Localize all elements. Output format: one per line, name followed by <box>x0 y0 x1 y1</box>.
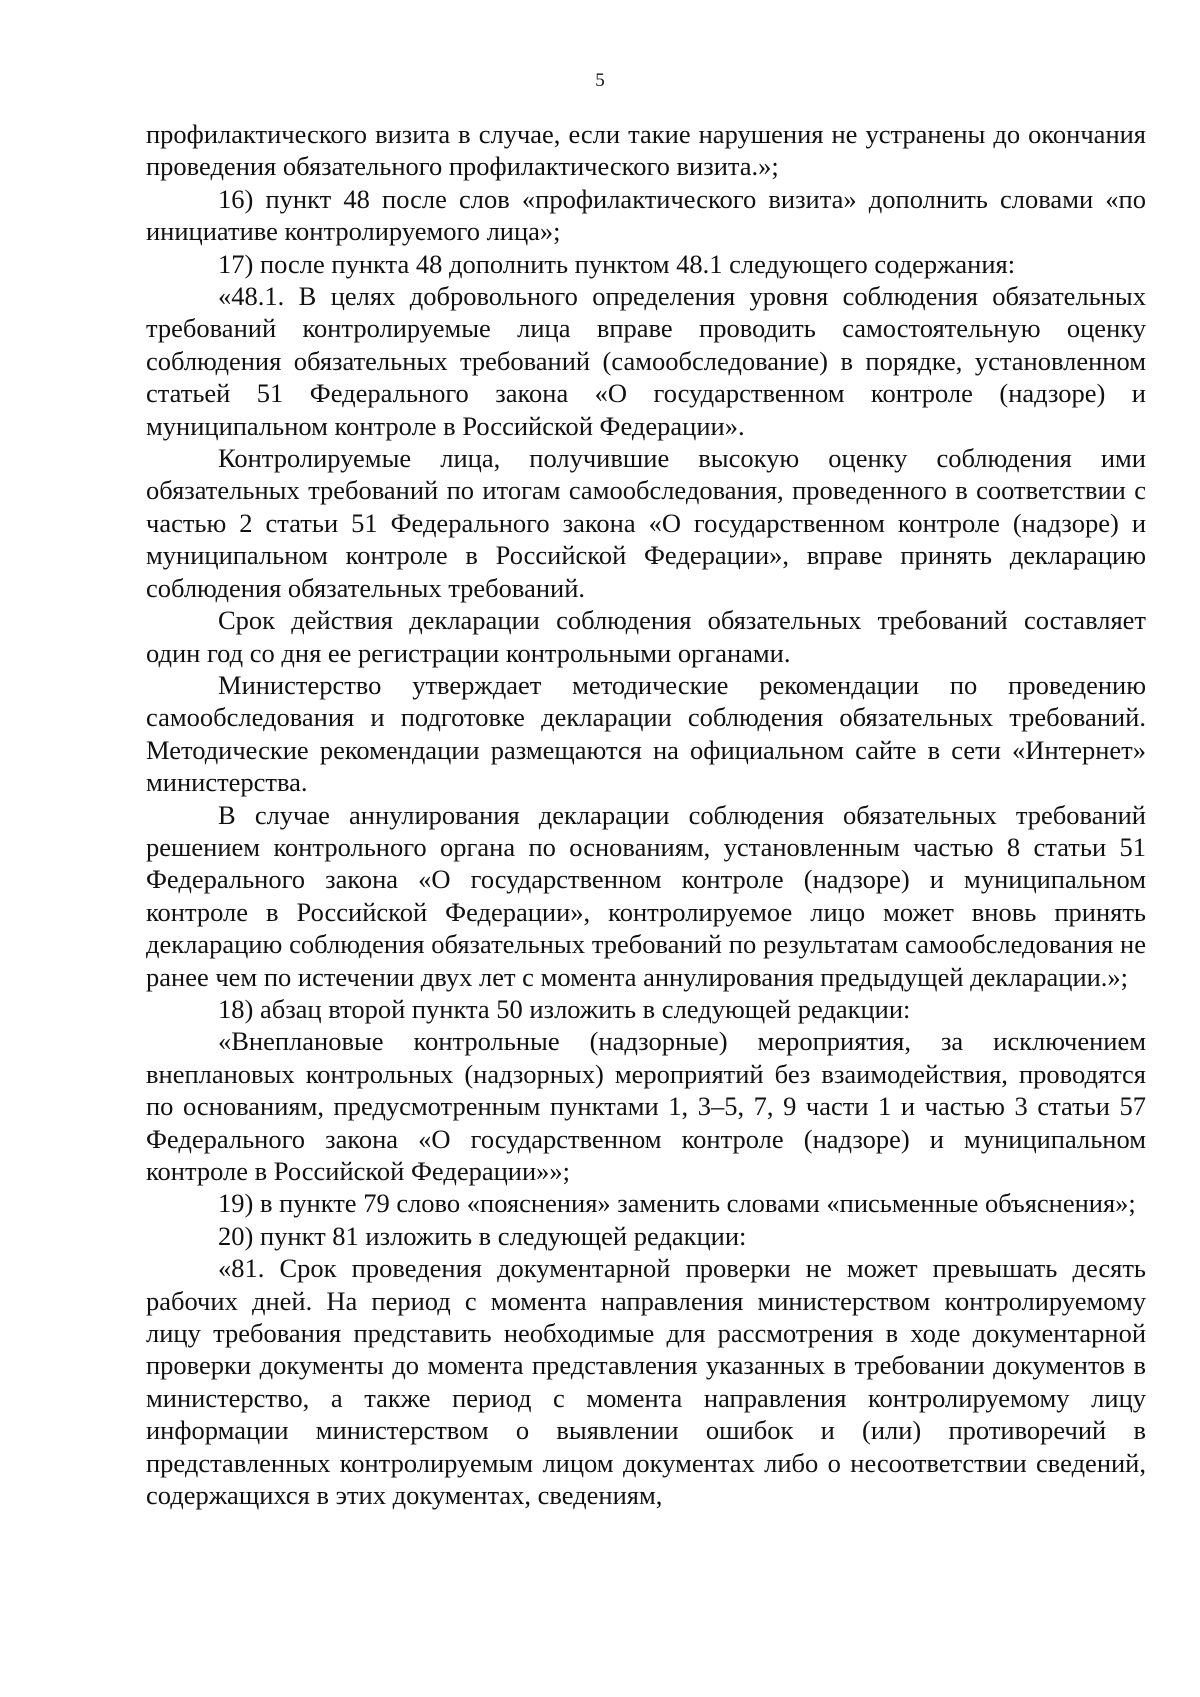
paragraph-13-clause-81: «81. Срок проведения документарной проверки не может превышать десять рабочих дней. На период с момента направления министерством контролируемому лицу требования представить необходимые для рассмотрения в ходе документарной проверки документы до момента представления указанных в требовании документов в министерство, а также период с момента направления контролируемому лицу информации министерством о выявлении ошибок и (или) противоречий в представленных контролируемым лицом документах либо о несоответствии сведений, содержащихся в этих документах, сведениям, <box>146 1253 1146 1511</box>
paragraph-7: Министерство утверждает методические рекомендации по проведению самообследования и подготовке декларации соблюдения обязательных требований. Методические рекомендации размещаются на официальном сайте в сети «Интернет» министерства. <box>146 669 1146 798</box>
paragraph-11-item-19: 19) в пункте 79 слово «пояснения» заменить словами «письменные объяснения»; <box>218 1188 1136 1219</box>
paragraph-2-item-16: 16) пункт 48 после слов «профилактического визита» дополнить словами «по инициативе контролируемого лица»; <box>146 183 1146 247</box>
paragraph-10: «Внеплановые контрольные (надзорные) мероприятия, за исключением внеплановых контрольных (надзорных) мероприятий без взаимодействия, проводятся по основаниям, предусмотренным пунктами 1, 3–5, 7, 9 части 1 и частью 3 статьи 57 Федерального закона «О государственном контроле (надзоре) и муниципальном контроле в Российской Федерации»»; <box>146 1026 1146 1186</box>
paragraph-6: Срок действия декларации соблюдения обязательных требований составляет один год со дня ее регистрации контрольными органами. <box>146 605 1146 668</box>
paragraph-4-clause-48-1: «48.1. В целях добровольного определения уровня соблюдения обязательных требований контролируемые лица вправе проводить самостоятельную оценку соблюдения обязательных требований (самообследование) в порядке, установленном статьей 51 Федерального закона «О государственном контроле (надзоре) и муниципальном контроле в Российской Федерации». <box>146 281 1146 441</box>
paragraph-5: Контролируемые лица, получившие высокую оценку соблюдения ими обязательных требований по итогам самообследования, проведенного в соответствии с частью 2 статьи 51 Федерального закона «О государственном контроле (надзоре) и муниципальном контроле в Российской Федерации», вправе принять декларацию соблюдения обязательных требований. <box>146 443 1146 603</box>
paragraph-8: В случае аннулирования декларации соблюдения обязательных требований решением контрольного органа по основаниям, установленным частью 8 статьи 51 Федерального закона «О государственном контроле (надзоре) и муниципальном контроле в Российской Федерации», контролируемое лицо может вновь принять декларацию соблюдения обязательных требований по результатам самообследования не ранее чем по истечении двух лет с момента аннулирования предыдущей декларации.»; <box>146 799 1146 992</box>
page-number: 5 <box>595 70 605 91</box>
document-body <box>146 118 1146 1511</box>
paragraph-12-item-20: 20) пункт 81 изложить в следующей редакции: <box>218 1220 747 1251</box>
paragraph-1: профилактического визита в случае, если такие нарушения не устранены до окончания проведения обязательного профилактического визита.»; <box>146 119 1146 182</box>
paragraph-3-item-17: 17) после пункта 48 дополнить пунктом 48.1 следующего содержания: <box>218 248 1016 279</box>
paragraph-9-item-18: 18) абзац второй пункта 50 изложить в следующей редакции: <box>218 993 911 1024</box>
